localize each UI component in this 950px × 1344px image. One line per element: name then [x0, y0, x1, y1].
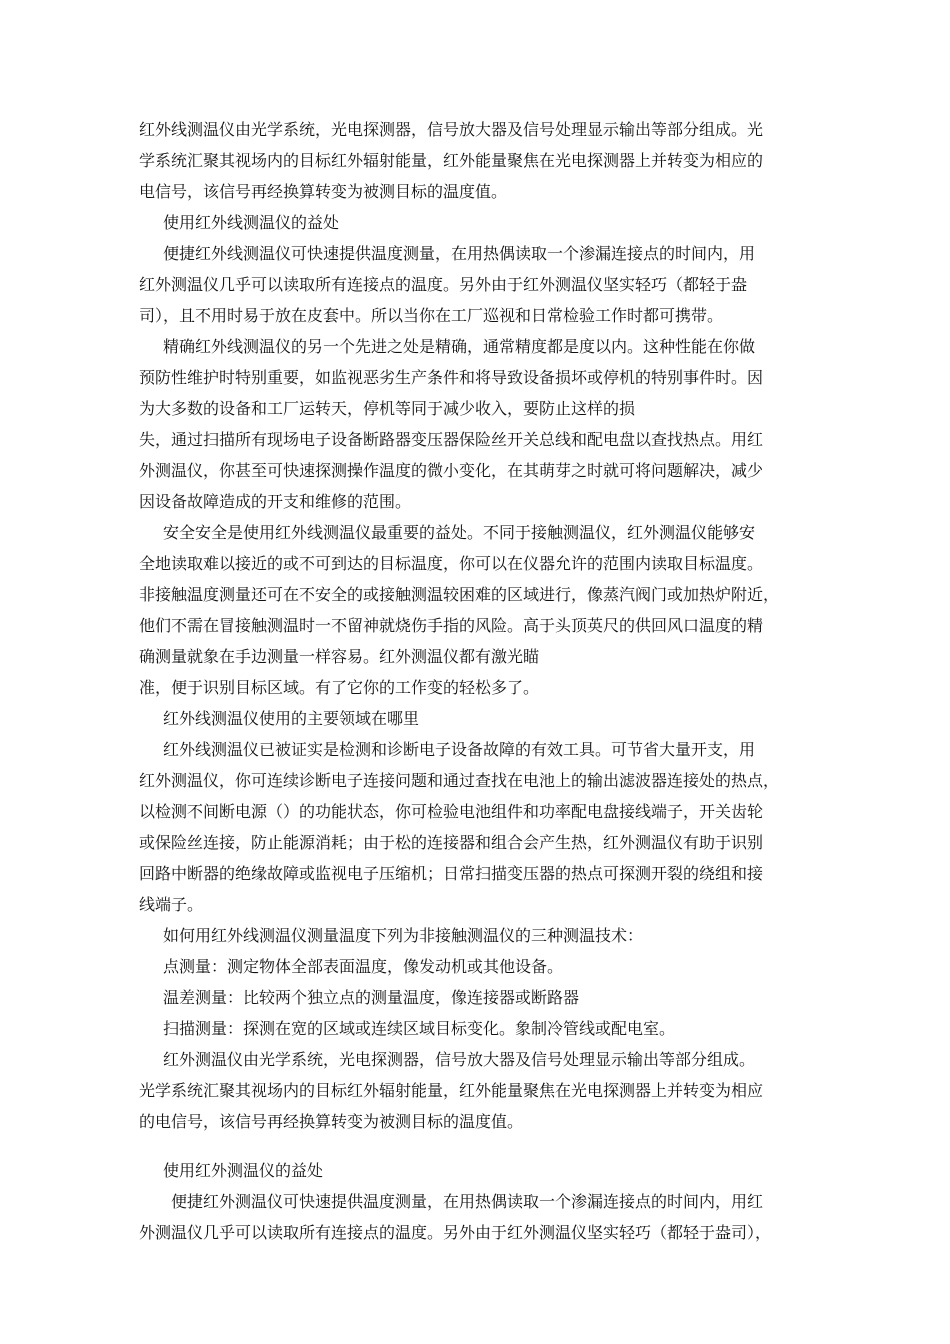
text-line: 精确红外线测温仪的另一个先进之处是精确，通常精度都是度以内。这种性能在你做 — [163, 337, 756, 356]
text-line: 外测温仪几乎可以读取所有连接点的温度。另外由于红外测温仪坚实轻巧（都轻于盎司）， — [139, 1223, 772, 1242]
text-line: 红外线测温仪已被证实是检测和诊断电子设备故障的有效工具。可节省大量开支，用 — [163, 740, 756, 759]
text-line: 安全安全是使用红外线测温仪最重要的益处。不同于接触测温仪，红外测温仪能够安 — [163, 523, 756, 542]
text-line: 线端子。 — [139, 895, 204, 914]
text-line: 便捷红外线测温仪可快速提供温度测量，在用热偶读取一个渗漏连接点的时间内，用 — [163, 244, 756, 263]
text-line: 的电信号，该信号再经换算转变为被测目标的温度值。 — [139, 1112, 524, 1131]
section-heading: 使用红外线测温仪的益处 — [163, 213, 340, 232]
text-line: 电信号，该信号再经换算转变为被测目标的温度值。 — [139, 182, 508, 201]
list-item: 点测量：测定物体全部表面温度，像发动机或其他设备。 — [163, 957, 564, 976]
text-line: 回路中断器的绝缘故障或监视电子压缩机；日常扫描变压器的热点可探测开裂的绕组和接 — [139, 864, 764, 883]
text-line: 红外测温仪由光学系统，光电探测器，信号放大器及信号处理显示输出等部分组成。 — [163, 1050, 756, 1069]
text-line: 光学系统汇聚其视场内的目标红外辐射能量，红外能量聚焦在光电探测器上并转变为相应 — [139, 1081, 764, 1100]
text-line: 红外线测温仪由光学系统，光电探测器，信号放大器及信号处理显示输出等部分组成。光 — [139, 120, 764, 139]
text-line: 确测量就象在手边测量一样容易。红外测温仪都有激光瞄 — [139, 647, 540, 666]
text-line: 红外测温仪，你可连续诊断电子连接问题和通过查找在电池上的输出滤波器连接处的热点， — [139, 771, 780, 790]
text-line: 或保险丝连接，防止能源消耗；由于松的连接器和组合会产生热，红外测温仪有助于识别 — [139, 833, 764, 852]
text-line: 红外测温仪几乎可以读取所有连接点的温度。另外由于红外测温仪坚实轻巧（都轻于盎 — [139, 275, 748, 294]
list-item: 温差测量：比较两个独立点的测量温度，像连接器或断路器 — [163, 988, 580, 1007]
text-line: 他们不需在冒接触测温时一不留神就烧伤手指的风险。高于头顶英尺的供回风口温度的精 — [139, 616, 764, 635]
text-line: 学系统汇聚其视场内的目标红外辐射能量，红外能量聚焦在光电探测器上并转变为相应的 — [139, 151, 764, 170]
text-line: 便捷红外测温仪可快速提供温度测量，在用热偶读取一个渗漏连接点的时间内，用红 — [171, 1192, 764, 1211]
list-item: 扫描测量：探测在宽的区域或连续区域目标变化。象制冷管线或配电室。 — [163, 1019, 676, 1038]
section-heading: 红外线测温仪使用的主要领域在哪里 — [163, 709, 420, 728]
text-line: 因设备故障造成的开支和维修的范围。 — [139, 492, 412, 511]
text-line: 失，通过扫描所有现场电子设备断路器变压器保险丝开关总线和配电盘以查找热点。用红 — [139, 430, 764, 449]
text-line: 以检测不间断电源（）的功能状态，你可检验电池组件和功率配电盘接线端子，开关齿轮 — [139, 802, 764, 821]
text-line: 准，便于识别目标区域。有了它你的工作变的轻松多了。 — [139, 678, 540, 697]
text-line: 司），且不用时易于放在皮套中。所以当你在工厂巡视和日常检验工作时都可携带。 — [139, 306, 724, 325]
text-line: 非接触温度测量还可在不安全的或接触测温较困难的区域进行，像蒸汽阀门或加热炉附近， — [139, 585, 780, 604]
section-heading: 使用红外测温仪的益处 — [163, 1161, 324, 1180]
text-line: 为大多数的设备和工厂运转天，停机等同于减少收入，要防止这样的损 — [139, 399, 636, 418]
text-line: 全地读取难以接近的或不可到达的目标温度，你可以在仪器允许的范围内读取目标温度。 — [139, 554, 764, 573]
text-line: 外测温仪，你甚至可快速探测操作温度的微小变化，在其萌芽之时就可将问题解决，减少 — [139, 461, 764, 480]
text-line: 预防性维护时特别重要，如监视恶劣生产条件和将导致设备损坏或停机的特别事件时。因 — [139, 368, 764, 387]
section-heading: 如何用红外线测温仪测量温度下列为非接触测温仪的三种测温技术： — [163, 926, 644, 945]
